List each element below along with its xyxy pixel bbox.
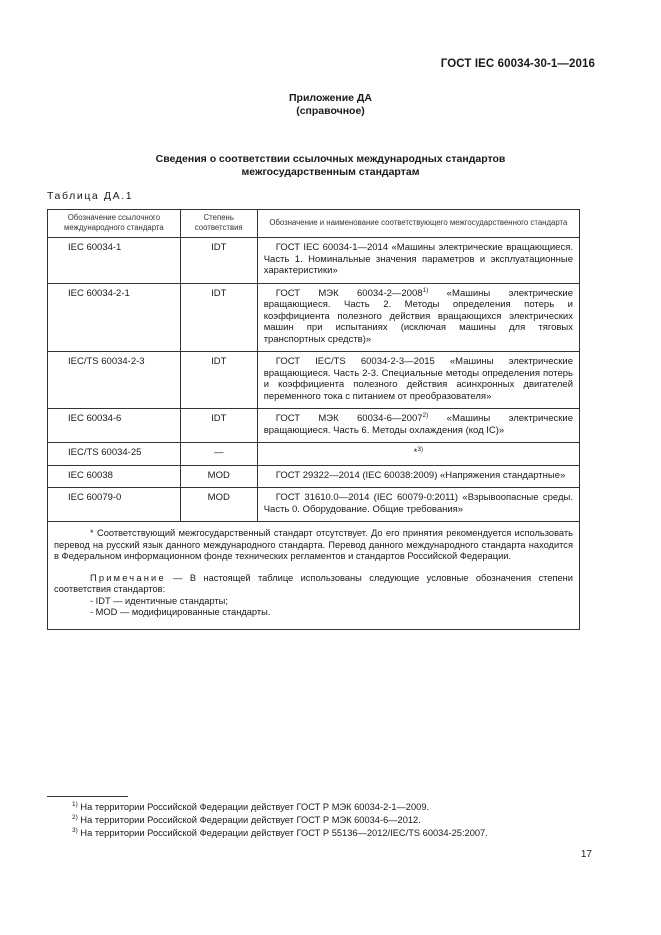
degree-cell: — — [180, 443, 257, 466]
footnote — [72, 801, 488, 814]
heading-line-1: Сведения о соответствии ссылочных международных стандартов — [155, 153, 506, 165]
note-label: Примечание — [90, 572, 166, 583]
ref-cell: IEC/TS 60034-2-3 — [48, 352, 181, 409]
table-caption: Таблица ДА.1 — [47, 190, 134, 202]
ref-cell: IEC/TS 60034-25 — [48, 443, 181, 466]
note-paragraph — [54, 573, 573, 596]
table-notes-row — [48, 522, 580, 630]
table-row — [48, 283, 580, 352]
footnote-ref: 3) — [417, 445, 424, 453]
ref-cell: IEC 60034-6 — [48, 409, 181, 443]
footnote-mark: 3) — [72, 826, 78, 834]
degree-cell: MOD — [180, 488, 257, 522]
page-number: 17 — [580, 849, 592, 860]
footnote-ref: 2) — [422, 411, 429, 419]
table-row — [48, 409, 580, 443]
annex-subtitle: (справочное) — [296, 105, 365, 117]
footnote-mark: 1) — [72, 800, 78, 808]
note-item: - MOD — модифицированные стандарты. — [90, 607, 271, 617]
degree-cell: IDT — [180, 352, 257, 409]
annex-block — [0, 92, 661, 118]
footnote-mark: 2) — [72, 813, 78, 821]
note-text: — В настоящей таблице использованы следующие условные обозначения степени соответствия стандартов: — [54, 572, 573, 594]
standard-cell — [257, 352, 579, 409]
header-ref-standard: Обозначение ссылочного международного стандарта — [48, 210, 181, 238]
footnote-text: На территории Российской Федерации действует ГОСТ Р 55136—2012/IEC/TS 60034-25:2007. — [77, 828, 488, 838]
section-heading — [0, 153, 661, 179]
annex-title: Приложение ДА — [289, 92, 372, 104]
header-degree: Степень соответствия — [180, 210, 257, 238]
degree-cell: MOD — [180, 465, 257, 488]
standard-text: ГОСТ МЭК 60034-2—2008 — [275, 287, 423, 299]
standard-text: ГОСТ 31610.0—2014 (IEC 60079-0:2011) «Взрывоопасные среды. Часть 0. Оборудование. Общие требования» — [263, 492, 573, 515]
standard-text-tail: «Машины электрические вращающиеся. Часть 2. Методы определения потерь и коэффициента полезного действия вращающихся электрических машин при испытаниях (исключая машины для тяговых транспортных средств)» — [263, 287, 573, 345]
standard-cell — [257, 443, 579, 466]
standard-text: ГОСТ 29322—2014 (IEC 60038:2009) «Напряжения стандартные» — [275, 469, 566, 481]
footnote — [72, 827, 488, 840]
ref-cell: IEC 60034-1 — [48, 238, 181, 284]
table-notes — [48, 522, 580, 630]
asterisk-note: * Соответствующий межгосударственный стандарт отсутствует. До его принятия рекомендуется использовать перевод на русский язык данного международного стандарта. Перевод данного международного стандарта находится в Федеральном информационном фонде технических регламентов и стандартов Российской Федерации. — [54, 528, 573, 561]
footnote-separator — [47, 796, 128, 797]
table-row — [48, 238, 580, 284]
ref-cell: IEC 60034-2-1 — [48, 283, 181, 352]
footnote-text: На территории Российской Федерации действует ГОСТ Р МЭК 60034-6—2012. — [77, 815, 421, 825]
table-row — [48, 465, 580, 488]
degree-cell: IDT — [180, 409, 257, 443]
standard-text-tail: «Машины электрические вращающиеся. Часть 6. Методы охлаждения (код IC)» — [263, 413, 573, 436]
table-row — [48, 488, 580, 522]
heading-line-2: межгосударственным стандартам — [241, 166, 420, 178]
standard-text: ГОСТ IEC 60034-1—2014 «Машины электрические вращающиеся. Часть 1. Номинальные значения параметров и эксплуатационные характеристики» — [263, 242, 573, 276]
footnotes — [72, 801, 488, 840]
degree-cell: IDT — [180, 283, 257, 352]
standard-code: ГОСТ IEC 60034-30-1—2016 — [440, 58, 595, 70]
degree-cell: IDT — [180, 238, 257, 284]
standard-cell — [257, 488, 579, 522]
correspondence-table — [47, 209, 580, 630]
standard-cell — [257, 238, 579, 284]
standard-cell — [257, 409, 579, 443]
asterisk-mark: * — [413, 447, 418, 458]
ref-cell: IEC 60079-0 — [48, 488, 181, 522]
footnote-ref: 1) — [422, 286, 429, 294]
table-row — [48, 443, 580, 466]
table-row — [48, 352, 580, 409]
standard-text: ГОСТ МЭК 60034-6—2007 — [275, 413, 423, 424]
ref-cell: IEC 60038 — [48, 465, 181, 488]
standard-cell — [257, 465, 579, 488]
standard-text: ГОСТ IEC/TS 60034-2-3—2015 «Машины электрические вращающиеся. Часть 2-3. Специальные методы определения потерь и коэффициента полезного действия асинхронных двигателей переменного тока с питанием от преобразователя» — [263, 356, 573, 402]
header-interstate-standard: Обозначение и наименование соответствующего межгосударственного стандарта — [257, 210, 579, 238]
footnote — [72, 814, 488, 827]
footnote-text: На территории Российской Федерации действует ГОСТ Р МЭК 60034-2-1—2009. — [77, 802, 430, 812]
table-header-row — [48, 210, 580, 238]
note-item: - IDT — идентичные стандарты; — [90, 595, 228, 606]
standard-cell — [257, 283, 579, 352]
